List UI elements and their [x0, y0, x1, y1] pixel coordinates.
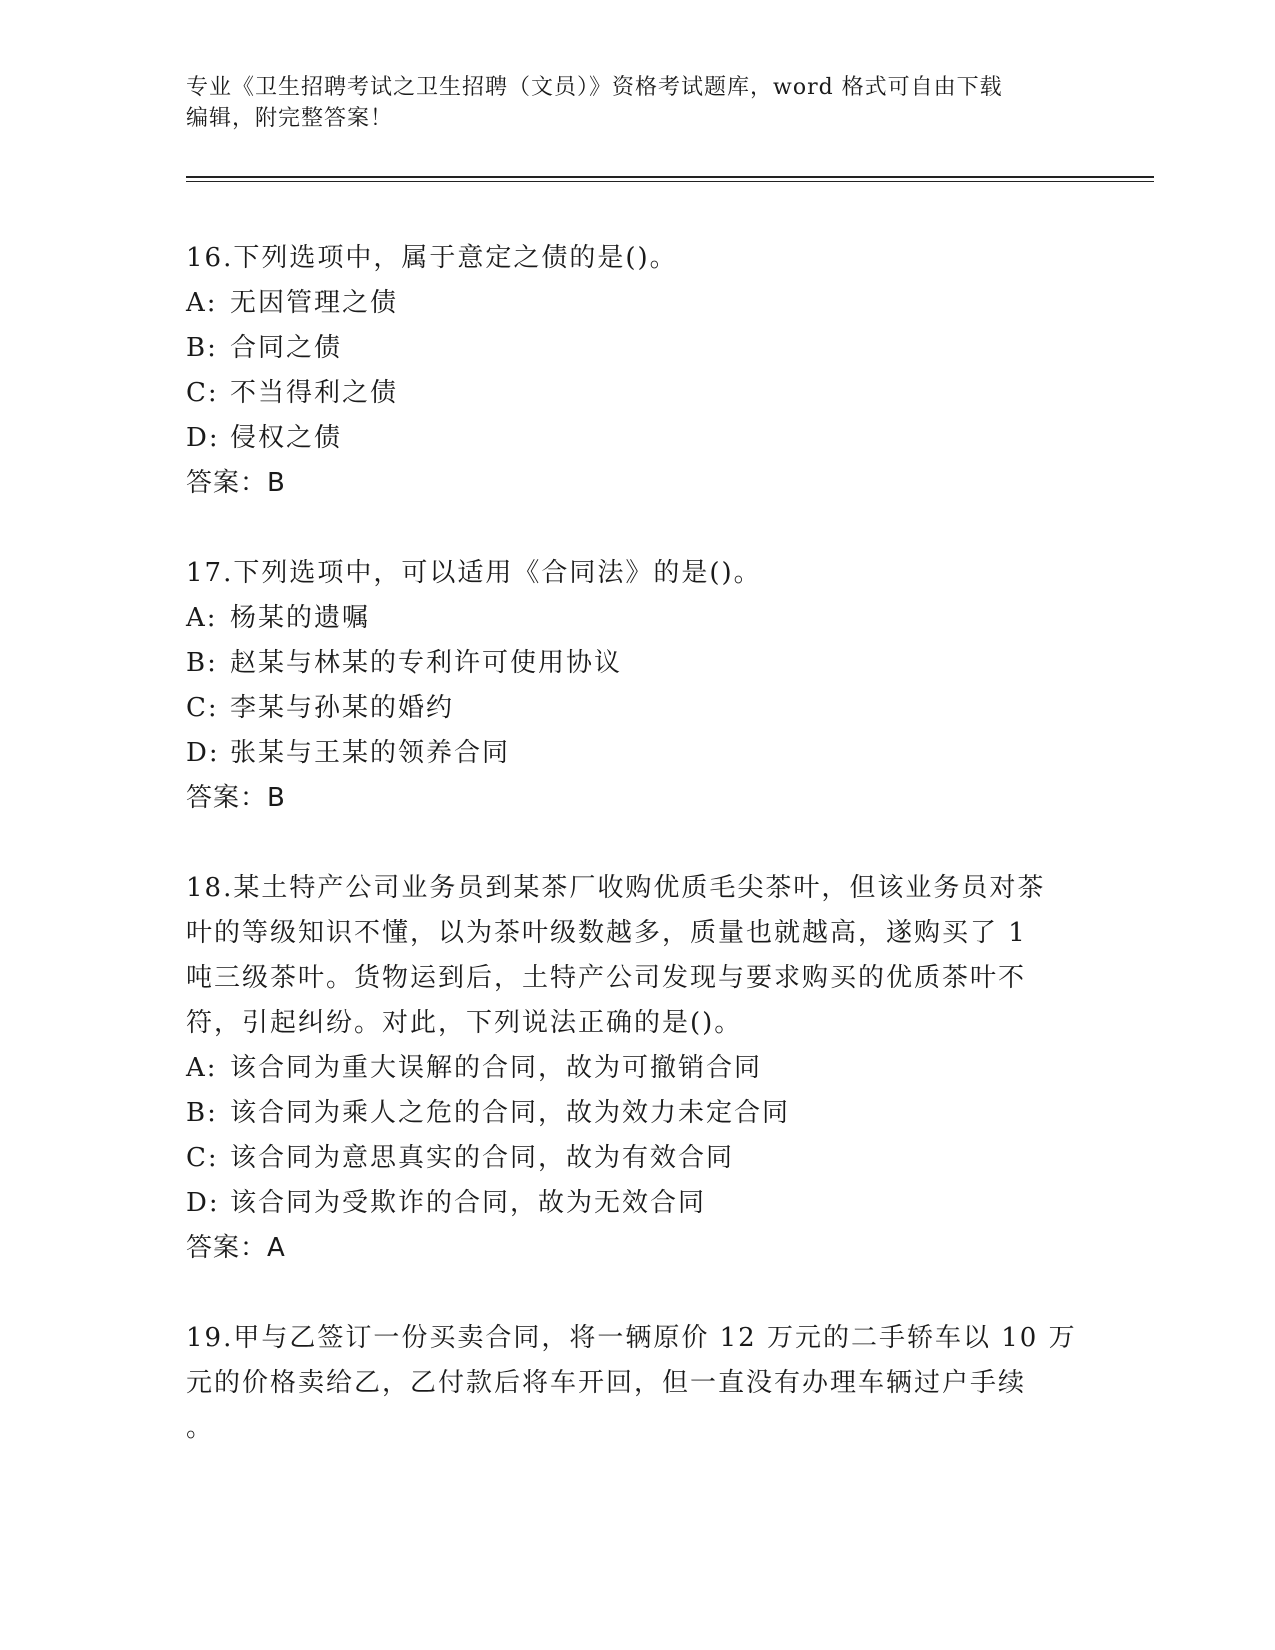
- option-a: [186, 596, 1086, 641]
- question-stem-line: 元的价格卖给乙，乙付款后将车开回，但一直没有办理车辆过户手续: [186, 1368, 1027, 1398]
- answer-line: 答案：B: [186, 783, 286, 813]
- option-text: 该合同为重大误解的合同，故为可撤销合同: [230, 1053, 763, 1083]
- option-d: [186, 1181, 1086, 1226]
- option-key: B:: [186, 1098, 218, 1128]
- option-d: [186, 416, 1086, 461]
- question-stem-line: 19.甲与乙签订一份买卖合同，将一辆原价 12 万元的二手轿车以 10 万: [186, 1323, 1077, 1353]
- option-text: 该合同为乘人之危的合同，故为效力未定合同: [230, 1098, 791, 1128]
- option-key: B:: [186, 333, 218, 363]
- option-c: [186, 371, 1086, 416]
- option-c: [186, 686, 1086, 731]
- question-17: [186, 551, 1086, 821]
- question-stem-line: 。: [186, 1413, 215, 1443]
- option-text: 李某与孙某的婚约: [230, 693, 455, 723]
- option-text: 侵权之债: [230, 423, 343, 453]
- option-text: 无因管理之债: [230, 288, 399, 318]
- option-c: [186, 1136, 1086, 1181]
- option-key: B:: [186, 648, 218, 678]
- option-key: C:: [186, 378, 219, 408]
- option-key: A:: [186, 603, 218, 633]
- option-b: [186, 326, 1086, 371]
- option-key: D:: [186, 738, 220, 768]
- option-b: [186, 641, 1086, 686]
- option-d: [186, 731, 1086, 776]
- answer-line: 答案：A: [186, 1233, 286, 1263]
- option-b: [186, 1091, 1086, 1136]
- question-stem-line: 符，引起纠纷。对此，下列说法正确的是()。: [186, 1008, 743, 1038]
- option-key: D:: [186, 1188, 220, 1218]
- question-stem-line: 18.某土特产公司业务员到某茶厂收购优质毛尖茶叶，但该业务员对茶: [186, 873, 1046, 903]
- option-key: D:: [186, 423, 220, 453]
- option-text: 张某与王某的领养合同: [230, 738, 511, 768]
- option-text: 该合同为意思真实的合同，故为有效合同: [230, 1143, 735, 1173]
- document-header: [186, 72, 1066, 134]
- question-stem-line: 吨三级茶叶。货物运到后，土特产公司发现与要求购买的优质茶叶不: [186, 963, 1027, 993]
- option-text: 杨某的遗嘱: [230, 603, 371, 633]
- option-a: [186, 281, 1086, 326]
- option-key: C:: [186, 693, 219, 723]
- option-text: 不当得利之债: [230, 378, 399, 408]
- option-key: A:: [186, 1053, 218, 1083]
- option-a: [186, 1046, 1086, 1091]
- option-key: A:: [186, 288, 218, 318]
- question-stem-line: 叶的等级知识不懂，以为茶叶级数越多，质量也就越高，遂购买了 1: [186, 918, 1027, 948]
- question-16: [186, 236, 1086, 506]
- question-18: [186, 866, 1086, 1271]
- header-line-1: 专业《卫生招聘考试之卫生招聘（文员）》资格考试题库，word 格式可自由下载: [186, 75, 1003, 100]
- question-stem: 16.下列选项中，属于意定之债的是()。: [186, 243, 678, 273]
- question-list: [186, 236, 1086, 1496]
- option-text: 合同之债: [230, 333, 343, 363]
- question-stem: 17.下列选项中，可以适用《合同法》的是()。: [186, 558, 762, 588]
- header-divider-thin: [186, 181, 1154, 182]
- header-line-2: 编辑，附完整答案！: [186, 106, 394, 131]
- question-19: [186, 1316, 1086, 1451]
- answer-line: 答案：B: [186, 468, 286, 498]
- option-text: 赵某与林某的专利许可使用协议: [230, 648, 623, 678]
- header-divider-thick: [186, 176, 1154, 178]
- option-text: 该合同为受欺诈的合同，故为无效合同: [230, 1188, 707, 1218]
- option-key: C:: [186, 1143, 219, 1173]
